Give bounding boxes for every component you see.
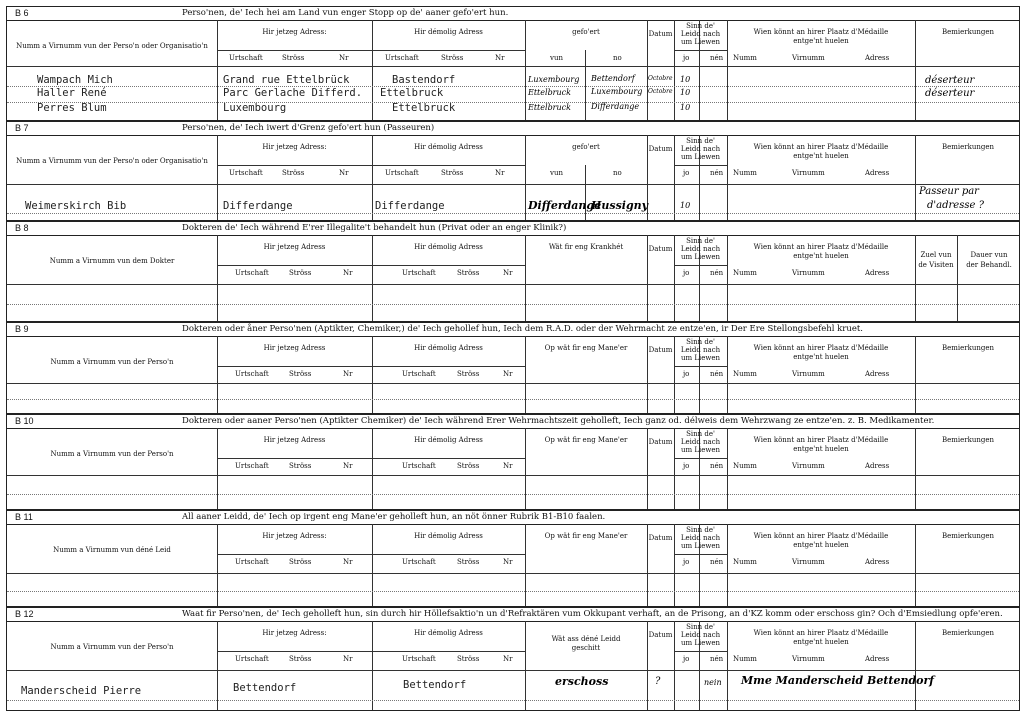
grid-line (217, 554, 525, 555)
column-header: Wien könnt an hirer Plaatz d'Médaille (753, 532, 889, 540)
column-header: nén (710, 169, 724, 177)
column-header: Urtschaft (402, 558, 436, 566)
grid-line (674, 554, 727, 555)
cell-value: Ettelbruck (528, 88, 571, 97)
column-header: Numm (733, 169, 757, 177)
section-title: Dokteren de' Iech während E'rer Illegalite't behandelt hun (Privat oder an enger Klinik?) (182, 223, 567, 233)
column-header: Leidd nach (680, 631, 721, 639)
cell-value: ? (655, 676, 661, 687)
column-header: Nr (343, 655, 353, 663)
column-header: Hir démolig Adress (414, 532, 483, 540)
column-header: Ströss (441, 54, 464, 62)
cell-value: 10 (680, 75, 691, 84)
grid-line (7, 304, 1019, 305)
column-header: um Liewen (680, 153, 721, 161)
column-header: Numm a Virnumm vun déné Leid (53, 546, 171, 554)
section-header (7, 7, 1019, 21)
cell-value: Differdange (223, 200, 293, 212)
cell-value: d'adresse ? (927, 200, 984, 211)
column-header: Sinn de' (686, 338, 715, 346)
column-header: Leidd nach (680, 30, 721, 38)
grid-line (674, 50, 727, 51)
column-header: Ströss (457, 558, 480, 566)
grid-line (7, 66, 1019, 67)
column-header: Numm a Virnumm vun dem Dokter (49, 257, 175, 265)
grid-line (217, 458, 525, 459)
column-header: Bemierkungen (941, 629, 995, 637)
column-header: Urtschaft (235, 462, 269, 470)
grid-line (7, 700, 1019, 701)
column-header: entge'nt huelen (793, 638, 849, 646)
column-header: Nr (503, 370, 513, 378)
section-code: B 10 (15, 416, 34, 426)
section-b6 (6, 6, 1020, 121)
column-header: Nr (503, 558, 513, 566)
column-header: Op wät fir eng Mane'er (544, 436, 628, 444)
grid-line (585, 50, 586, 120)
column-header: nén (710, 54, 724, 62)
cell-value: Wampach Mich (37, 74, 113, 86)
section-header (7, 323, 1019, 337)
cell-value: Differdange (591, 102, 640, 111)
column-header: Datum (648, 145, 673, 153)
column-header: geschitt (571, 644, 601, 652)
grid-line (7, 475, 1019, 476)
column-header: Nr (343, 370, 353, 378)
cell-value: 10 (680, 201, 691, 210)
column-header: Numm a Virnumm vun der Perso'n oder Organisatio'n (16, 157, 208, 165)
column-header: Virnumm (792, 655, 825, 663)
column-header: um Liewen (680, 38, 721, 46)
cell-value: Bettendorf (233, 682, 297, 694)
column-header: Ströss (282, 169, 305, 177)
column-header: Nr (339, 169, 349, 177)
grid-line (7, 102, 1019, 103)
column-header: Wien könnt an hirer Plaatz d'Médaille (753, 629, 889, 637)
section-header (7, 415, 1019, 429)
column-header: Ströss (289, 462, 312, 470)
column-header: Adress (865, 370, 890, 378)
column-header: Leidd nach (680, 438, 721, 446)
column-header: Hir démolig Adress (414, 344, 483, 352)
column-header: Urtschaft (402, 269, 436, 277)
column-header: Urtschaft (229, 54, 263, 62)
grid-line (217, 366, 525, 367)
column-header: Datum (648, 438, 673, 446)
column-header: Hir démolig Adress (414, 629, 483, 637)
column-header: nén (710, 269, 724, 277)
cell-value: déserteur (925, 75, 975, 86)
section-b12 (6, 607, 1020, 711)
column-header: Nr (343, 462, 353, 470)
column-header: Ströss (289, 269, 312, 277)
grid-line (7, 591, 1019, 592)
column-header: Nr (339, 54, 349, 62)
column-header: Urtschaft (235, 655, 269, 663)
section-title: Perso'nen, de' Iech iwert d'Grenz gefo'ert hun (Passeuren) (182, 123, 435, 133)
column-header: um Liewen (680, 639, 721, 647)
column-header: Urtschaft (385, 54, 419, 62)
section-title: Perso'nen, de' Iech hei am Land vun enger Stopp op de' aaner gefo'ert hun. (182, 8, 509, 18)
column-header: jo (683, 370, 690, 378)
section-header (7, 222, 1019, 236)
column-header: entge'nt huelen (793, 37, 849, 45)
column-header: Nr (343, 269, 353, 277)
cell-value: Perres Blum (37, 102, 107, 114)
column-header: Datum (648, 631, 673, 639)
grid-line (7, 86, 1019, 87)
column-header: Bemierkungen (941, 436, 995, 444)
section-code: B 9 (15, 324, 29, 334)
section-header (7, 122, 1019, 136)
column-header: Virnumm (792, 169, 825, 177)
grid-line (217, 265, 525, 266)
column-header: Wien könnt an hirer Plaatz d'Médaille (753, 344, 889, 352)
column-header: no (613, 169, 622, 177)
column-header: Adress (865, 655, 890, 663)
column-header: Adress (865, 54, 890, 62)
column-header: Sinn de' (686, 623, 715, 631)
cell-value: Ettelbruck (380, 87, 444, 99)
column-header: Bemierkungen (941, 28, 995, 36)
section-title: Dokteren oder åner Perso'nen (Aptikter, Chemiker,) de' Iech gehollef hun, Iech dem R.A.D. oder der Wehrmacht ze entze'en, ir Der Ere Stellongsbefehl kruet. (182, 324, 863, 334)
column-header: Op wät fir eng Mane'er (544, 344, 628, 352)
column-header: Virnumm (792, 370, 825, 378)
column-header: Numm (733, 269, 757, 277)
section-b9 (6, 322, 1020, 414)
cell-value: Ettelbruck (528, 103, 571, 112)
column-header: Hir jetzeg Adress: (262, 143, 327, 151)
column-header: Adress (865, 169, 890, 177)
grid-line (915, 235, 916, 321)
column-header: Hir démolig Adress (414, 143, 483, 151)
column-header: gefo'ert (572, 143, 600, 151)
section-b10 (6, 414, 1020, 510)
grid-line (7, 284, 1019, 285)
column-header: Hir jetzeg Adress: (262, 28, 327, 36)
column-header: Sinn de' (686, 526, 715, 534)
grid-line (217, 165, 525, 166)
grid-line (525, 621, 526, 710)
grid-line (7, 670, 1019, 671)
column-header: um Liewen (680, 542, 721, 550)
column-header: entge'nt huelen (793, 541, 849, 549)
column-header: Ströss (457, 370, 480, 378)
cell-value: Passeur par (919, 186, 979, 197)
grid-line (7, 573, 1019, 574)
section-code: B 8 (15, 223, 29, 233)
cell-value: nein (704, 678, 722, 687)
cell-value: Octobre (648, 88, 673, 95)
column-header: jo (683, 269, 690, 277)
column-header: Hir jetzeg Adress (263, 344, 326, 352)
column-header: nén (710, 558, 724, 566)
column-header: entge'nt huelen (793, 152, 849, 160)
column-header: Urtschaft (385, 169, 419, 177)
column-header: Bemierkungen (941, 344, 995, 352)
grid-line (217, 50, 525, 51)
column-header: Wät fir eng Krankhét (548, 243, 624, 251)
section-title: Dokteren oder aaner Perso'nen (Aptikter Chemiker) de' Iech während Erer Wehrmachtszeit geholleft, Iech ganz od. délweis dem Wehrzwang ze entze'en. z. B. Medikamenter. (182, 416, 935, 426)
column-header: Ströss (457, 269, 480, 277)
column-header: jo (683, 655, 690, 663)
column-header: Urtschaft (402, 370, 436, 378)
column-header: Nr (503, 462, 513, 470)
grid-line (674, 366, 727, 367)
column-header: Hir démolig Adress (414, 243, 483, 251)
column-header: Datum (648, 346, 673, 354)
cell-value: Luxembourg (528, 75, 580, 84)
cell-value: Grand rue Ettelbrück (223, 74, 350, 86)
column-header: um Liewen (680, 446, 721, 454)
cell-value: déserteur (925, 88, 975, 99)
column-header: Datum (648, 534, 673, 542)
column-header: entge'nt huelen (793, 445, 849, 453)
column-header: Adress (865, 462, 890, 470)
section-code: B 11 (15, 512, 33, 522)
column-header: jo (683, 169, 690, 177)
column-header: Hir jetzeg Adress: (262, 532, 327, 540)
column-header: Numm (733, 462, 757, 470)
column-header: jo (683, 54, 690, 62)
column-header: no (613, 54, 622, 62)
column-header: Nr (495, 54, 505, 62)
cell-value: Haller René (37, 87, 107, 99)
section-header (7, 608, 1019, 622)
column-header: Numm (733, 370, 757, 378)
cell-value: Differdange (528, 199, 602, 212)
column-header: Virnumm (792, 54, 825, 62)
column-header: Urtschaft (402, 462, 436, 470)
column-header: Ströss (289, 370, 312, 378)
column-header: Sinn de' (686, 22, 715, 30)
column-header: Numm (733, 655, 757, 663)
column-header: Hir démolig Adress (414, 28, 483, 36)
grid-line (674, 458, 727, 459)
column-header: de Visiten (918, 261, 954, 269)
column-header: Leidd nach (680, 534, 721, 542)
column-header: Virnumm (792, 462, 825, 470)
column-header: Sinn de' (686, 430, 715, 438)
column-header: Hir démolig Adress (414, 436, 483, 444)
column-header: Nr (503, 269, 513, 277)
column-header: Ströss (282, 54, 305, 62)
column-header: Zuel vun (920, 251, 952, 259)
column-header: Numm (733, 54, 757, 62)
section-code: B 12 (15, 609, 34, 619)
column-header: Urtschaft (235, 269, 269, 277)
cell-value: Luxembourg (223, 102, 287, 114)
cell-value: Ettelbruck (392, 102, 456, 114)
column-header: vun (550, 54, 563, 62)
column-header: nén (710, 462, 724, 470)
column-header: Urtschaft (235, 558, 269, 566)
column-header: jo (683, 558, 690, 566)
grid-line (674, 265, 727, 266)
column-header: Adress (865, 558, 890, 566)
column-header: Nr (343, 558, 353, 566)
column-header: Adress (865, 269, 890, 277)
column-header: Ströss (457, 462, 480, 470)
cell-value: Differdange (375, 200, 445, 212)
column-header: entge'nt huelen (793, 353, 849, 361)
section-title: All aaner Leidd, de' Iech op irgent eng Mane'er geholleft hun, an nöt önner Rubrik B1-B10 faalen. (182, 512, 606, 522)
grid-line (7, 494, 1019, 495)
column-header: Hir jetzeg Adress (263, 243, 326, 251)
column-header: um Liewen (680, 253, 721, 261)
column-header: Datum (648, 245, 673, 253)
column-header: Wät ass déné Leidd (551, 635, 621, 643)
column-header: Bemierkungen (941, 143, 995, 151)
section-b11 (6, 510, 1020, 607)
column-header: Numm (733, 558, 757, 566)
column-header: Sinn de' (686, 237, 715, 245)
column-header: Numm a Virnumm vun der Perso'n oder Organisatio'n (16, 42, 208, 50)
column-header: Leidd nach (680, 346, 721, 354)
column-header: Ströss (457, 655, 480, 663)
column-header: Hir jetzeg Adress (263, 436, 326, 444)
column-header: vun (550, 169, 563, 177)
grid-line (7, 383, 1019, 384)
column-header: um Liewen (680, 354, 721, 362)
column-header: Ströss (441, 169, 464, 177)
grid-line (7, 399, 1019, 400)
column-header: Sinn de' (686, 137, 715, 145)
column-header: nén (710, 370, 724, 378)
column-header: Leidd nach (680, 245, 721, 253)
column-header: Dauer vun (970, 251, 1008, 259)
column-header: Hir jetzeg Adress: (262, 629, 327, 637)
cell-value: Mme Manderscheid Bettendorf (741, 674, 935, 687)
column-header: gefo'ert (572, 28, 600, 36)
column-header: Wien könnt an hirer Plaatz d'Médaille (753, 28, 889, 36)
section-header (7, 511, 1019, 525)
grid-line (217, 651, 525, 652)
column-header: Numm a Virnumm vun der Perso'n (50, 643, 174, 651)
column-header: Op wät fir eng Mane'er (544, 532, 628, 540)
grid-line (674, 651, 727, 652)
cell-value: 10 (680, 103, 691, 112)
column-header: nén (710, 655, 724, 663)
grid-line (674, 165, 727, 166)
column-header: jo (683, 462, 690, 470)
cell-value: Luxembourg (591, 87, 643, 96)
cell-value: erschoss (555, 675, 609, 688)
column-header: Wien könnt an hirer Plaatz d'Médaille (753, 436, 889, 444)
column-header: Leidd nach (680, 145, 721, 153)
cell-value: Bettendorf (591, 74, 635, 83)
column-header: Virnumm (792, 269, 825, 277)
cell-value: Weimerskirch Bib (25, 200, 127, 212)
column-header: Nr (495, 169, 505, 177)
column-header: Wien könnt an hirer Plaatz d'Médaille (753, 143, 889, 151)
column-header: Urtschaft (402, 655, 436, 663)
column-header: Bemierkungen (941, 532, 995, 540)
section-title: Waat fir Perso'nen, de' Iech geholleft hun, sin durch hir Höllefsaktio'n un d'Refraktären vum Okkupant verhaft, an de Prisong, an d'KZ komm oder erschoss gin? Och d'Emsiedlung opfe'eren. (182, 609, 1003, 619)
column-header: Virnumm (792, 558, 825, 566)
cell-value: Parc Gerlache Differd. (223, 87, 363, 99)
column-header: Urtschaft (235, 370, 269, 378)
column-header: Numm a Virnumm vun der Perso'n (50, 450, 174, 458)
column-header: Datum (648, 30, 673, 38)
cell-value: 10 (680, 88, 691, 97)
column-header: Numm a Virnumm vun der Perso'n (50, 358, 174, 366)
cell-value: Bettendorf (403, 679, 467, 691)
section-b8 (6, 221, 1020, 322)
cell-value: Hussigny (591, 199, 649, 212)
section-b7 (6, 121, 1020, 221)
section-code: B 6 (15, 8, 29, 18)
column-header: Ströss (289, 655, 312, 663)
column-header: entge'nt huelen (793, 252, 849, 260)
cell-value: Manderscheid Pierre (21, 685, 142, 697)
column-header: Wien könnt an hirer Plaatz d'Médaille (753, 243, 889, 251)
column-header: der Behandl. (966, 261, 1012, 269)
grid-line (957, 235, 958, 321)
column-header: Ströss (289, 558, 312, 566)
grid-line (7, 184, 1019, 185)
section-code: B 7 (15, 123, 29, 133)
grid-line (7, 213, 1019, 214)
column-header: Urtschaft (229, 169, 263, 177)
cell-value: Bastendorf (392, 74, 456, 86)
column-header: Nr (503, 655, 513, 663)
cell-value: Octobre (648, 75, 673, 82)
